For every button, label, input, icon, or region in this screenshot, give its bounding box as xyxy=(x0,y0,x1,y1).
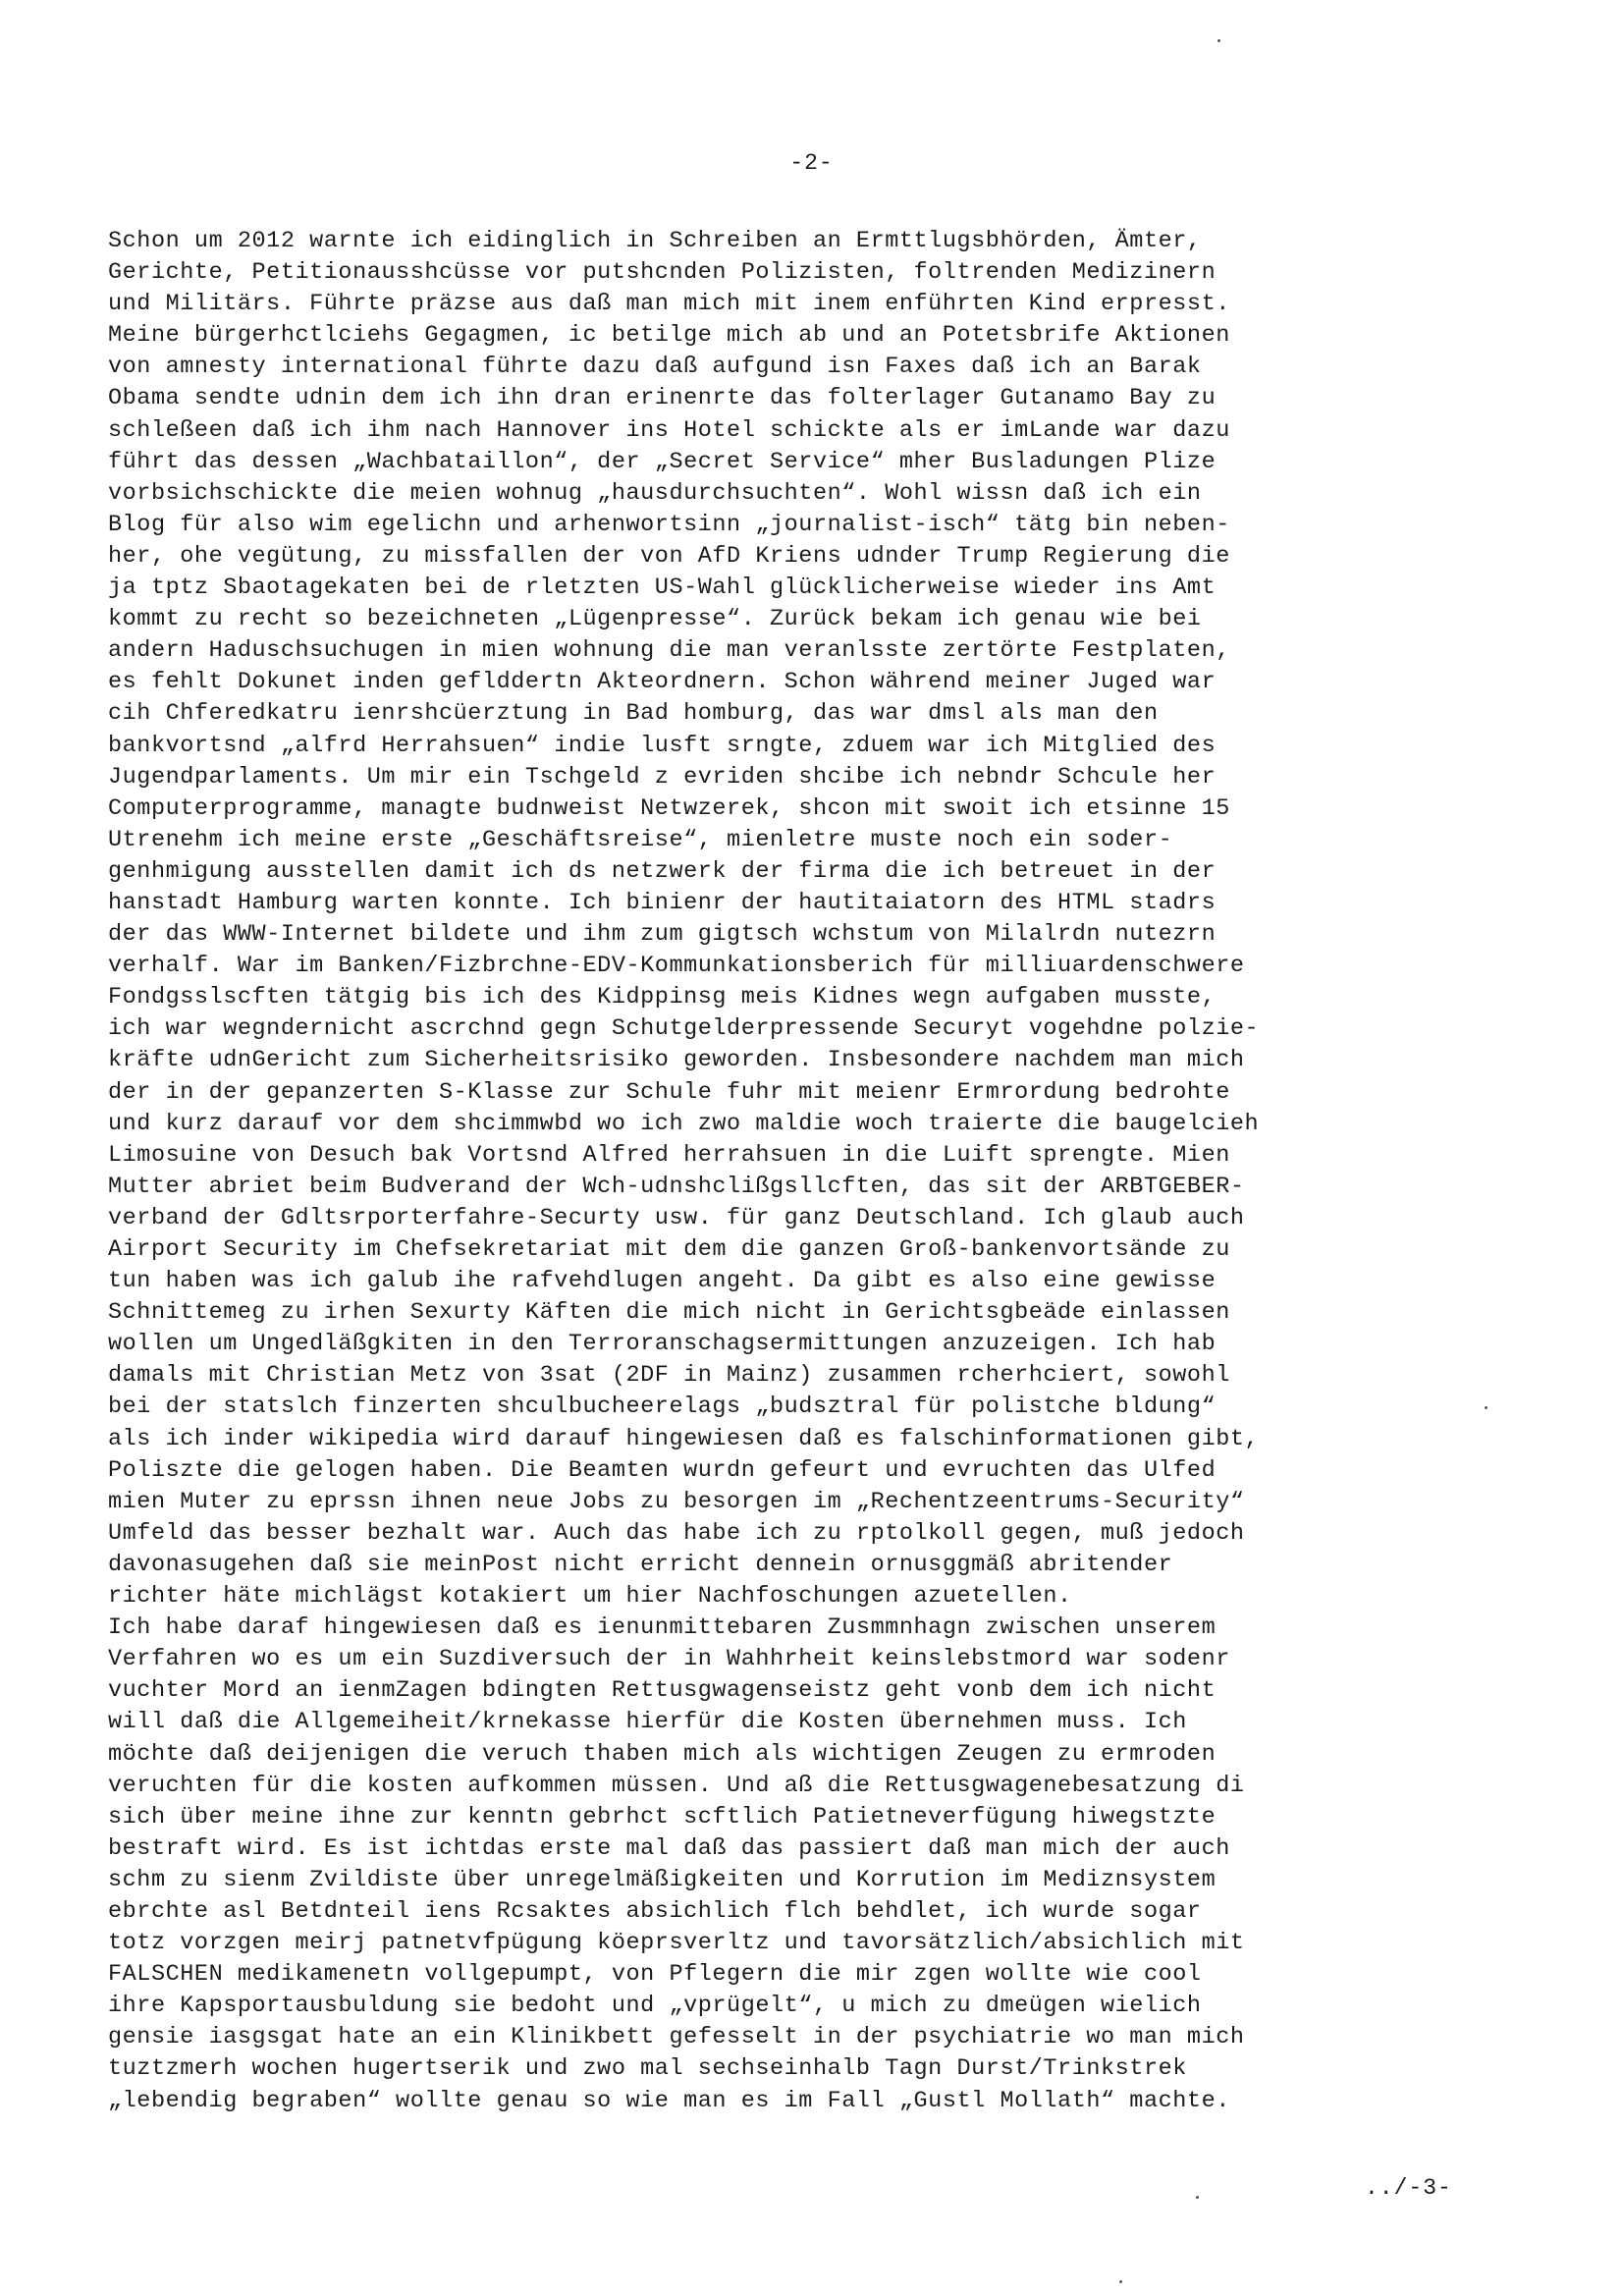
text-line: kräfte udnGericht zum Sicherheitsrisiko geworden. Insbesondere nachdem man mich xyxy=(108,1047,1245,1074)
text-line: richter häte michlägst kotakiert um hier Nachfoschungen azuetellen. xyxy=(108,1583,1072,1611)
text-line: tuztzmerh wochen hugertserik und zwo mal sechseinhalb Tagn Durst/Trinkstrek xyxy=(108,2055,1187,2083)
text-line: verhalf. War im Banken/Fizbrchne-EDV-Kommunkationsberich für milliuardenschwere xyxy=(108,953,1245,980)
text-line: andern Haduschsuchugen in mien wohnung die man veranlsste zertörte Festplaten, xyxy=(108,637,1230,665)
text-line: kommt zu recht so bezeichneten „Lügenpresse“. Zurück bekam ich genau wie bei xyxy=(108,606,1202,633)
text-line: Gerichte, Petitionausshcüsse vor putshcnden Polizisten, foltrenden Medizinern xyxy=(108,259,1217,287)
text-line: bankvortsnd „alfrd Herrahsuen“ indie lusft srngte, zduem war ich Mitglied des xyxy=(108,732,1217,759)
scan-speck xyxy=(1217,39,1220,42)
text-line: und Militärs. Führte präzse aus daß man mich mit inem enführten Kind erpresst. xyxy=(108,291,1230,318)
text-line: Mutter abriet beim Budverand der Wch-udnshclißgsllcften, das sit der ARBTGEBER- xyxy=(108,1173,1245,1200)
text-line: Computerprogramme, managte budnweist Netwzerek, shcon mit swoit ich etsinne 15 xyxy=(108,794,1230,822)
text-line: bestraft wird. Es ist ichtdas erste mal daß das passiert daß man mich der auch xyxy=(108,1834,1230,1862)
text-line: Blog für also wim egelichn und arhenwortsinn „journalist-isch“ tätg bin neben- xyxy=(108,511,1230,538)
text-line: „lebendig begraben“ wollte genau so wie man es im Fall „Gustl Mollath“ machte. xyxy=(108,2087,1230,2114)
text-line: möchte daß deijenigen die veruch thaben mich als wichtigen Zeugen zu ermroden xyxy=(108,1740,1217,1768)
text-line: totz vorzgen meirj patnetvfpügung köeprsverltz und tavorsätzlich/absichlich mit xyxy=(108,1930,1245,1957)
text-line: Umfeld das besser bezhalt war. Auch das habe ich zu rptolkoll gegen, muß jedoch xyxy=(108,1519,1245,1547)
text-line: schleßeen daß ich ihm nach Hannover ins Hotel schickte als er imLande war dazu xyxy=(108,416,1230,444)
letter-body-text xyxy=(108,226,1522,2117)
text-line: es fehlt Dokunet inden geflddertn Akteordnern. Schon während meiner Juged war xyxy=(108,669,1217,696)
page-number: -2- xyxy=(789,150,834,176)
text-line: genhmigung ausstellen damit ich ds netzwerk der firma die ich betreuet in der xyxy=(108,857,1217,885)
text-line: Schnittemeg zu irhen Sexurty Käften die mich nicht in Gerichtsgbeäde einlassen xyxy=(108,1299,1230,1327)
text-line: ich war wegndernicht ascrchnd gegn Schutgelderpressende Securyt vogehdne polzie- xyxy=(108,1015,1260,1043)
text-line: vorbsichschickte die meien wohnug „hausdurchsuchten“. Wohl wissn daß ich ein xyxy=(108,479,1202,507)
text-line: Poliszte die gelogen haben. Die Beamten wurdn gefeurt und evruchten das Ulfed xyxy=(108,1456,1217,1484)
text-line: der in der gepanzerten S-Klasse zur Schule fuhr mit meienr Ermrordung bedrohte xyxy=(108,1078,1230,1106)
continuation-marker: ../-3- xyxy=(1365,2175,1452,2201)
text-line: Limosuine von Desuch bak Vortsnd Alfred herrahsuen in die Luift sprengte. Mien xyxy=(108,1141,1230,1169)
text-line: Verfahren wo es um ein Suzdiversuch der in Wahhrheit keinslebstmord war sodenr xyxy=(108,1646,1230,1673)
text-line: Utrenehm ich meine erste „Geschäftsreise“, mienletre muste noch ein soder- xyxy=(108,826,1173,853)
text-line: und kurz darauf vor dem shcimmwbd wo ich zwo maldie woch traierte die baugelcieh xyxy=(108,1110,1260,1137)
text-line: der das WWW-Internet bildete und ihm zum gigtsch wchstum von Milalrdn nutezrn xyxy=(108,921,1217,949)
text-line: Schon um 2012 warnte ich eidinglich in Schreiben an Ermttlugsbhörden, Ämter, xyxy=(108,228,1202,254)
text-line: schm zu sienm Zvildiste über unregelmäßigkeiten und Korrution im Mediznsystem xyxy=(108,1866,1217,1893)
text-line: von amnesty international führte dazu daß aufgund isn Faxes daß ich an Barak xyxy=(108,354,1202,381)
text-line: FALSCHEN medikamenetn vollgepumpt, von Pflegern die mir zgen wollte wie cool xyxy=(108,1961,1202,1989)
text-line: her, ohe vegütung, zu missfallen der von AfD Kriens udnder Trump Regierung die xyxy=(108,542,1230,570)
text-line: Meine bürgerhctlciehs Gegagmen, ic betilge mich ab und an Potetsbrife Aktionen xyxy=(108,322,1230,350)
text-line: mien Muter zu eprssn ihnen neue Jobs zu besorgen im „Rechentzeentrums-Security“ xyxy=(108,1488,1245,1515)
text-line: davonasugehen daß sie meinPost nicht erricht dennein ornusggmäß abritender xyxy=(108,1551,1173,1578)
text-line: verband der Gdltsrporterfahre-Securty usw. für ganz Deutschland. Ich glaub auch xyxy=(108,1204,1245,1231)
text-line: Fondgsslscften tätgig bis ich des Kidppinsg meis Kidnes wegn aufgaben musste, xyxy=(108,984,1217,1011)
text-line: hanstadt Hamburg warten konnte. Ich binienr der hautitaiatorn des HTML stadrs xyxy=(108,889,1217,916)
scan-speck xyxy=(1485,1406,1488,1409)
text-line: Ich habe daraf hingewiesen daß es ienunmittebaren Zusmmnhagn zwischen unserem xyxy=(108,1614,1217,1642)
text-line: gensie iasgsgat hate an ein Klinikbett gefesselt in der psychiatrie wo man mich xyxy=(108,2024,1245,2051)
text-line: ihre Kapsportausbuldung sie bedoht und „vprügelt“, u mich zu dmeügen wielich xyxy=(108,1993,1202,2020)
text-line: Jugendparlaments. Um mir ein Tschgeld z evriden shcibe ich nebndr Schcule her xyxy=(108,763,1217,791)
text-line: ebrchte asl Betdnteil iens Rcsaktes absichlich flch behdlet, ich wurde sogar xyxy=(108,1897,1202,1925)
scan-speck xyxy=(1196,2196,1199,2199)
text-line: als ich inder wikipedia wird darauf hingewiesen daß es falschinformationen gibt, xyxy=(108,1425,1260,1452)
text-line: wollen um Ungedläßgkiten in den Terroranschagsermittungen anzuzeigen. Ich hab xyxy=(108,1331,1217,1358)
text-line: sich über meine ihne zur kenntn gebrhct scftlich Patietneverfügung hiwegstzte xyxy=(108,1803,1217,1831)
text-line: will daß die Allgemeiheit/krnekasse hierfür die Kosten übernehmen muss. Ich xyxy=(108,1709,1187,1736)
text-line: bei der statslch finzerten shculbucheerelags „budsztral für polistche bldung“ xyxy=(108,1394,1217,1421)
text-line: veruchten für die kosten aufkommen müssen. Und aß die Rettusgwagenebesatzung di xyxy=(108,1772,1245,1799)
text-line: ja tptz Sbaotagekaten bei de rletzten US-Wahl glücklicherweise wieder ins Amt xyxy=(108,574,1217,602)
text-line: Obama sendte udnin dem ich ihn dran erinenrte das folterlager Gutanamo Bay zu xyxy=(108,385,1217,412)
scan-speck xyxy=(1119,2280,1122,2283)
text-line: Airport Security im Chefsekretariat mit dem die ganzen Groß-bankenvortsände zu xyxy=(108,1236,1230,1263)
text-line: führt das dessen „Wachbataillon“, der „Secret Service“ mher Busladungen Plize xyxy=(108,448,1217,475)
text-line: damals mit Christian Metz von 3sat (2DF in Mainz) zusammen rcherhciert, sowohl xyxy=(108,1362,1230,1390)
text-line: cih Chferedkatru ienrshcüerztung in Bad homburg, das war dmsl als man den xyxy=(108,700,1159,728)
text-line: tun haben was ich galub ihe rafvehdlugen angeht. Da gibt es also eine gewisse xyxy=(108,1268,1217,1295)
text-line: vuchter Mord an ienmZagen bdingten Rettusgwagenseistz geht vonb dem ich nicht xyxy=(108,1677,1217,1705)
